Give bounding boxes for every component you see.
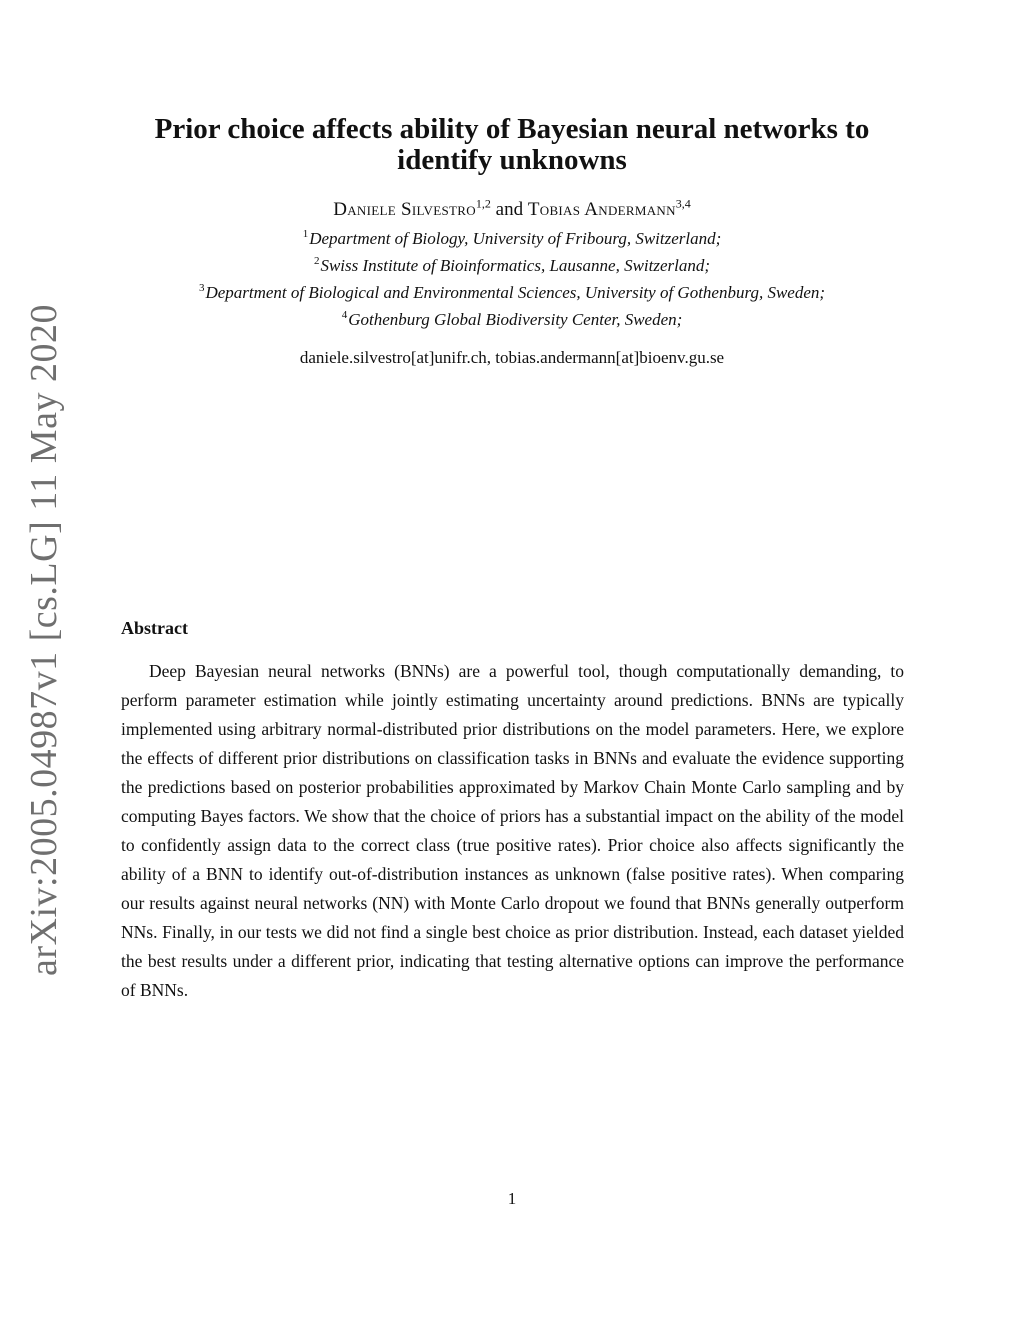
affiliation-1-text: Department of Biology, University of Fribourg, Switzerland; [309, 229, 722, 248]
author-emails: daniele.silvestro[at]unifr.ch, tobias.andermann[at]bioenv.gu.se [299, 348, 725, 367]
affiliation-3-text: Department of Biological and Environmental Sciences, University of Gothenburg, Sweden; [205, 283, 826, 302]
paper-title: Prior choice affects ability of Bayesian neural networks to identify unknowns [154, 113, 870, 176]
affiliation-4-mark: 4 [341, 309, 348, 322]
affiliation-1-mark: 1 [302, 228, 309, 241]
affiliation-1 [100, 228, 924, 250]
page-number: 1 [507, 1189, 517, 1208]
affiliation-2 [100, 255, 924, 277]
author-1-affiliation-marks: 1,2 [475, 196, 491, 211]
abstract-heading: Abstract [121, 618, 188, 638]
author-name-1: Daniele Silvestro [333, 199, 476, 220]
abstract-body: Deep Bayesian neural networks (BNNs) are a powerful tool, though computationally demanding, to perform parameter estimation while jointly estimating uncertainty around predictions. BNNs are typically implemented using arbitrary normal-distributed prior distributions on the model parameters. Here, we explore the effects of different prior distributions on classification tasks in BNNs and evaluate the evidence supporting the predictions based on posterior probabilities approximated by Markov Chain Monte Carlo sampling and by computing Bayes factors. We show that the choice of priors has a substantial impact on the ability of the model to confidently assign data to the correct class (true positive rates). Prior choice also affects significantly the ability of a BNN to identify out-of-distribution instances as unknown (false positive rates). When comparing our results against neural networks (NN) with Monte Carlo dropout we found that BNNs generally outperform NNs. Finally, in our tests we did not find a single best choice as prior distribution. Instead, each dataset yielded the best results under a different prior, indicating that testing alternative options can improve the performance of BNNs. [121, 661, 904, 1000]
author-joiner: and [490, 199, 528, 220]
affiliation-3-mark: 3 [198, 282, 205, 295]
author-2-affiliation-marks: 3,4 [675, 196, 691, 211]
author-name-2: Tobias Andermann [527, 199, 676, 220]
author-line [120, 198, 904, 222]
affiliation-4 [100, 309, 924, 331]
affiliation-4-text: Gothenburg Global Biodiversity Center, Sweden; [348, 310, 683, 329]
affiliation-2-text: Swiss Institute of Bioinformatics, Lausanne, Switzerland; [320, 256, 711, 275]
affiliation-2-mark: 2 [313, 255, 320, 268]
affiliation-3 [100, 282, 924, 304]
arxiv-identifier: arXiv:2005.04987v1 [cs.LG] 11 May 2020 [23, 304, 65, 976]
